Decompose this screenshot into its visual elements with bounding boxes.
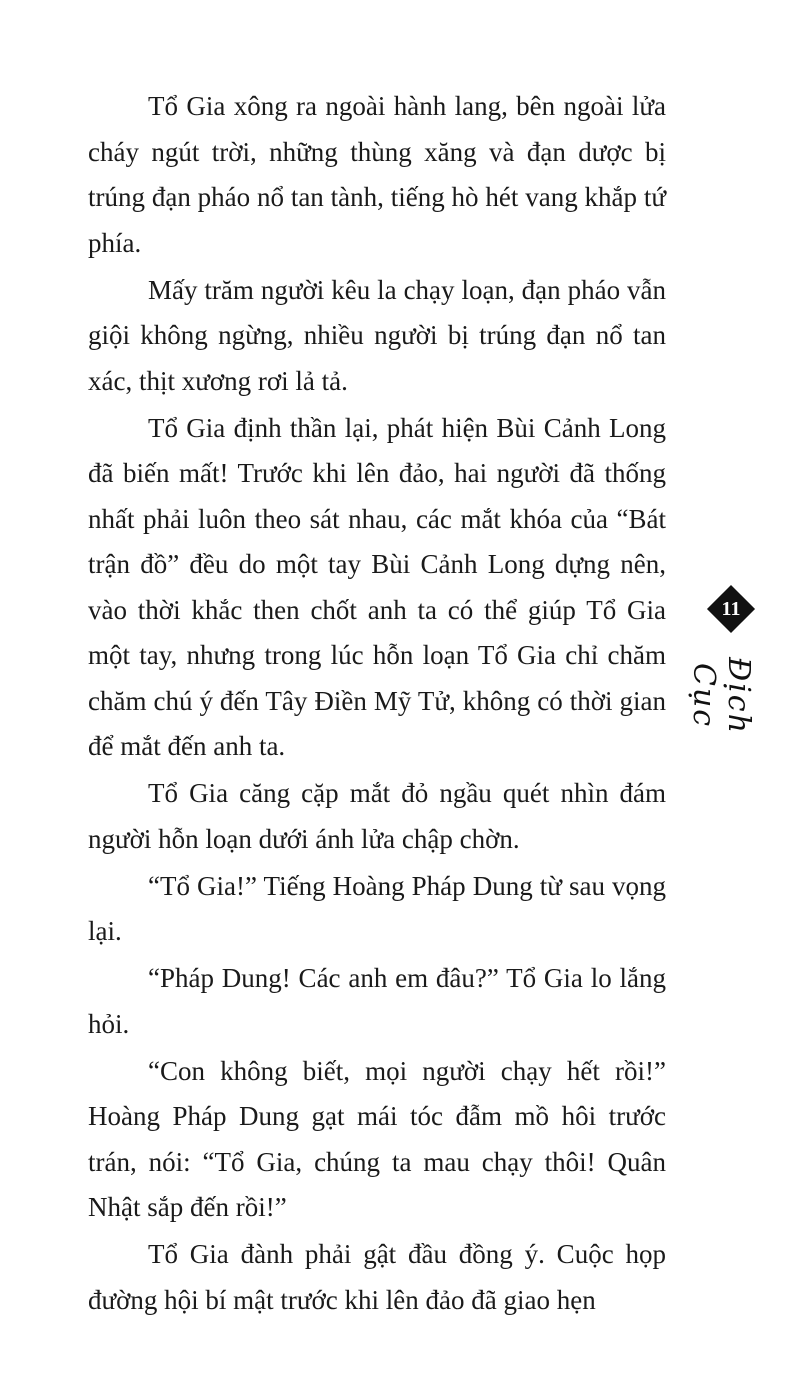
book-title: Địch Cục [686,657,756,735]
paragraph-7: “Con không biết, mọi người chạy hết rồi!” Hoàng Pháp Dung gạt mái tóc đẫm mồ hôi trước trán, nói: “Tổ Gia, chúng ta mau chạy thôi! Quân Nhật sắp đến rồi!” [88,1055,666,1222]
body-text [88,84,666,1325]
paragraph-3: Tổ Gia định thần lại, phát hiện Bùi Cảnh Long đã biến mất! Trước khi lên đảo, hai người đã thống nhất phải luôn theo sát nhau, các mắt khóa của “Bát trận đồ” đều do một tay Bùi Cảnh Long dựng nên, vào thời khắc then chốt anh ta có thể giúp Tổ Gia một tay, nhưng trong lúc hỗn loạn Tổ Gia chỉ chăm chăm chú ý đến Tây Điền Mỹ Tử, không có thời gian để mắt đến anh ta. [88,412,666,761]
paragraph-1: Tổ Gia xông ra ngoài hành lang, bên ngoài lửa cháy ngút trời, những thùng xăng và đạn dược bị trúng đạn pháo nổ tan tành, tiếng hò hét vang khắp tứ phía. [88,91,666,258]
chapter-number: 11 [721,598,741,620]
paragraph-2: Mấy trăm người kêu la chạy loạn, đạn pháo vẫn giội không ngừng, nhiều người bị trúng đạn nổ tan xác, thịt xương rơi lả tả. [88,274,666,396]
paragraph-5: “Tổ Gia!” Tiếng Hoàng Pháp Dung từ sau vọng lại. [88,870,666,946]
paragraph-8: Tổ Gia đành phải gật đầu đồng ý. Cuộc họp đường hội bí mật trước khi lên đảo đã giao hẹn [88,1239,666,1315]
chapter-side-label [686,584,764,754]
paragraph-6: “Pháp Dung! Các anh em đâu?” Tổ Gia lo lắng hỏi. [88,963,666,1039]
chapter-badge [706,584,756,634]
paragraph-4: Tổ Gia căng cặp mắt đỏ ngầu quét nhìn đám người hỗn loạn dưới ánh lửa chập chờn. [88,778,666,854]
